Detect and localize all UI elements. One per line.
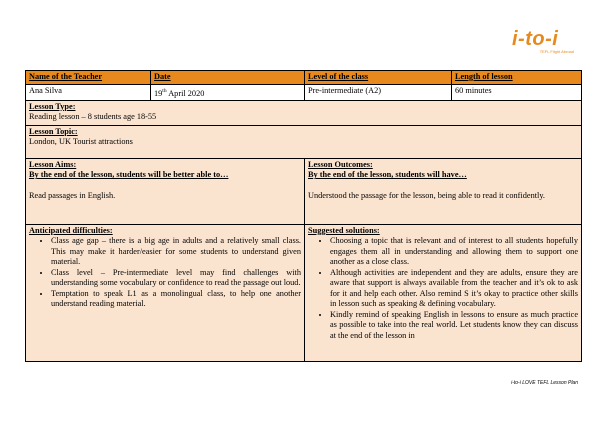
teacher-label: Name of the Teacher: [26, 71, 151, 85]
outcomes-label: Lesson Outcomes:: [308, 159, 373, 169]
logo-text: i-to-i: [512, 28, 559, 50]
date-day: 19: [154, 88, 163, 98]
lesson-type-label: Lesson Type:: [29, 101, 76, 111]
footer-caption: i-to-i LOVE TEFL Lesson Plan: [511, 380, 578, 386]
difficulties-label: Anticipated difficulties:: [29, 225, 113, 235]
length-label: Length of lesson: [452, 71, 582, 85]
lesson-type-row: [26, 100, 582, 125]
date-label: Date: [151, 71, 305, 85]
date-rest: April 2020: [166, 88, 205, 98]
lesson-plan-table: [25, 70, 582, 362]
level-value: Pre-intermediate (A2): [305, 84, 452, 100]
difficulty-item: • Class age gap – there is a big age in adults and a relatively small class. This may make it harder/easier for some students to understand given material.: [51, 236, 301, 268]
lesson-topic-label: Lesson Topic:: [29, 126, 78, 136]
solution-item: • Although activities are independent and they are adults, ensure they are aware that support is always available from the teacher and it’s ok to ask for it and help each other. Also remind S it’s okay to practice other skills in lesson such as speaking & defining vocabulary.: [330, 268, 578, 310]
difficulties-list: [29, 236, 301, 310]
difficulty-item: • Temptation to speak L1 as a monolingual class, to help one another understand reading material.: [51, 289, 301, 310]
header-values-row: [26, 84, 582, 100]
date-suffix: th: [162, 87, 167, 94]
header-row: [26, 71, 582, 85]
outcomes-value: Understood the passage for the lesson, being able to read it confidently.: [308, 190, 546, 200]
solution-item: • Kindly remind of speaking English in lessons to ensure as much practice as possible to take into the real world. Let students know they can discuss at the end of the lesson in: [330, 310, 578, 342]
lesson-topic-value: London, UK Tourist attractions: [29, 137, 133, 147]
aims-subheading: By the end of the lesson, students will be better able to…: [29, 170, 229, 180]
outcomes-subheading: By the end of the lesson, students will have…: [308, 170, 467, 180]
solutions-list: [308, 236, 578, 341]
teacher-value: Ana Silva: [26, 84, 151, 100]
date-value: [151, 84, 305, 100]
logo-tagline: TEFL Flight Abroad: [539, 49, 574, 54]
difficulty-item: • Class level – Pre-intermediate level may find challenges with understanding some vocabulary or confidence to read the passage out loud.: [51, 268, 301, 289]
length-value: 60 minutes: [452, 84, 582, 100]
lesson-type-value: Reading lesson – 8 students age 18-55: [29, 112, 157, 122]
aims-label: Lesson Aims:: [29, 159, 77, 169]
solution-item: • Choosing a topic that is relevant and of interest to all students hopefully engages them all in understanding and allowing them to support one another as a close class.: [330, 236, 578, 268]
solutions-label: Suggested solutions:: [308, 225, 380, 235]
aims-value: Read passages in English.: [29, 190, 116, 200]
level-label: Level of the class: [305, 71, 452, 85]
difficulties-solutions-row: [26, 224, 582, 361]
aims-outcomes-row: [26, 158, 582, 224]
lesson-topic-row: [26, 125, 582, 158]
i-to-i-logo: [512, 29, 574, 57]
